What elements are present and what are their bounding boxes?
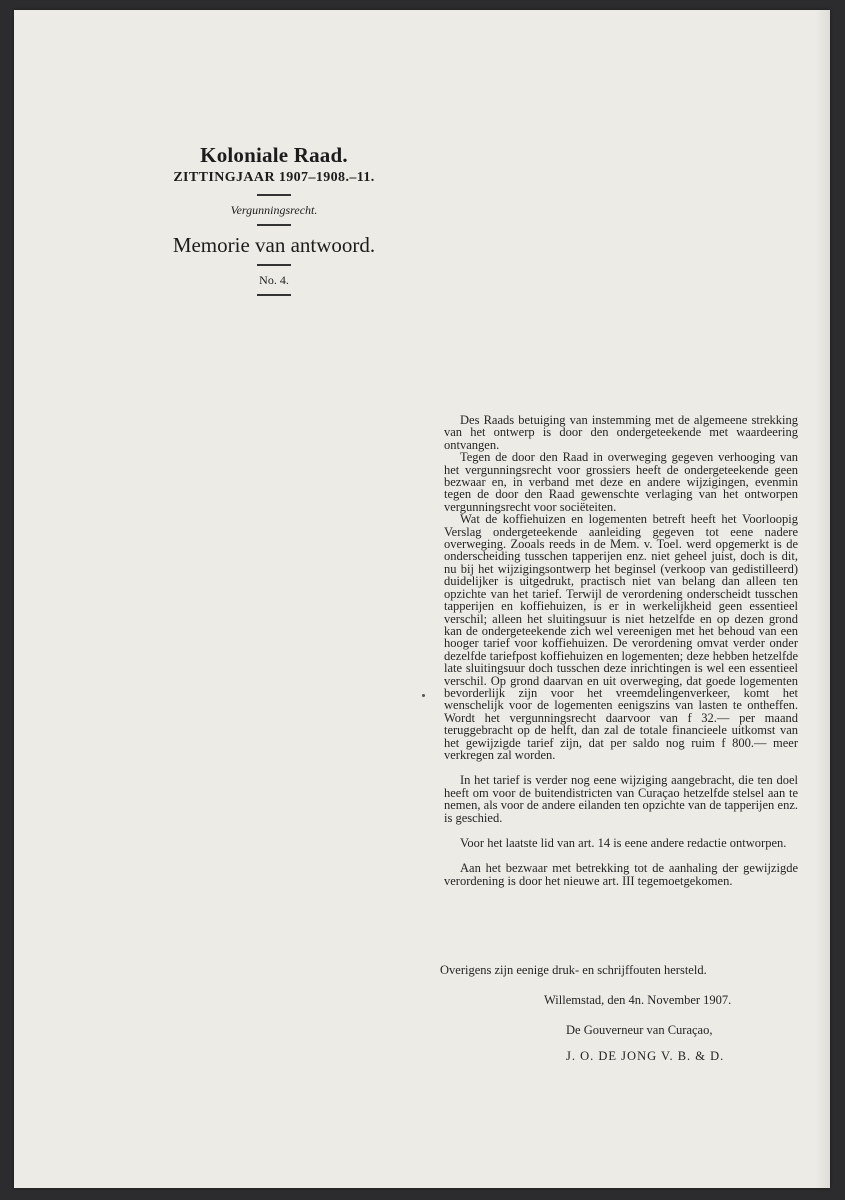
body-paragraph: Voor het laatste lid van art. 14 is eene andere redactie ontworpen. — [460, 836, 787, 850]
document-number: No. 4. — [259, 273, 289, 287]
council-name: Koloniale Raad. — [200, 143, 348, 167]
memorandum-body — [444, 414, 798, 887]
divider-rule — [257, 194, 291, 196]
session-year: ZITTINGJAAR 1907–1908.–11. — [173, 170, 375, 185]
divider-rule — [257, 224, 291, 226]
divider-rule — [257, 264, 291, 266]
ink-speck — [422, 694, 425, 697]
signature-line: J. O. DE JONG V. B. & D. — [566, 1049, 725, 1063]
body-paragraph: Tegen de door den Raad in overweging gegeven verhooging van het vergunningsrecht voor grossiers heeft de ondergeteekende geen bezwaar en, in verband met deze en andere wijzigingen, evenmin tegen de door den Raad gewenschte verlaging van het ontworpen vergunningsrecht voor sociëteiten. — [444, 450, 798, 514]
document-title: Memorie van antwoord. — [172, 233, 376, 257]
body-paragraph: Wat de koffiehuizen en logementen betreft heeft het Voorloopig Verslag ondergeteekende aanleiding gegeven tot eene nadere overweging. Zooals reeds in de Mem. v. Toel. werd opgemerkt is de onderscheiding tusschen tapperijen enz. niet geheel juist, doch is dit, nu bij het wijzigingsontwerp het beginsel (verkoop van gedistilleerd) duidelijker is uitgedrukt, practisch niet van belang dan alleen ten opzichte van het tarief. Terwijl de verordening onderscheidt tusschen tapperijen en koffiehuizen, is er in werkelijkheid geen essentieel verschil; alleen het sluitingsuur is niet hetzelfde en op dezen grond kan de ondergeteekende zich wel vereenigen met het behoud van een hooger tarief voor koffiehuizen. De verordening omvat verder onder dezelfde tariefpost koffiehuizen en logementen; deze hebben hetzelfde late sluitingsuur doch tusschen deze inrichtingen is wel een essentieel verschil. Op grond daarvan en uit overweging, dat goede logementen bevorderlijk zijn voor het vreemdelingenverkeer, komt het wenschelijk voor de logementen eenigszins van lasten te ontheffen. Wordt het vergunningsrecht daarvoor van f 32.— per maand teruggebracht op de helft, dan zal de totale financieele uitkomst van het gewijzigde tarief zijn, dat per saldo nog ruim f 800.— meer verkregen zal worden. — [444, 512, 798, 762]
body-paragraph: Des Raads betuiging van instemming met de algemeene strekking van het ontwerp is door den ondergeteekende met waardeering ontvangen. — [444, 413, 798, 452]
body-paragraph: In het tarief is verder nog eene wijziging aangebracht, die ten doel heeft om voor de buitendistricten van Curaçao hetzelfde stelsel aan te nemen, als voor de andere eilanden ten opzichte van de tapperijen enz. is geschied. — [444, 773, 798, 825]
place-date: Willemstad, den 4n. November 1907. — [544, 993, 732, 1007]
errata-note: Overigens zijn eenige druk- en schrijffouten hersteld. — [440, 963, 707, 977]
document-heading — [154, 142, 394, 302]
body-paragraph: Aan het bezwaar met betrekking tot de aanhaling der gewijzigde verordening is door het nieuwe art. III tegemoetgekomen. — [444, 861, 798, 888]
divider-rule — [257, 294, 291, 296]
governor-office: De Gouverneur van Curaçao, — [566, 1023, 713, 1037]
document-page — [14, 10, 830, 1188]
document-subject: Vergunningsrecht. — [230, 203, 318, 217]
